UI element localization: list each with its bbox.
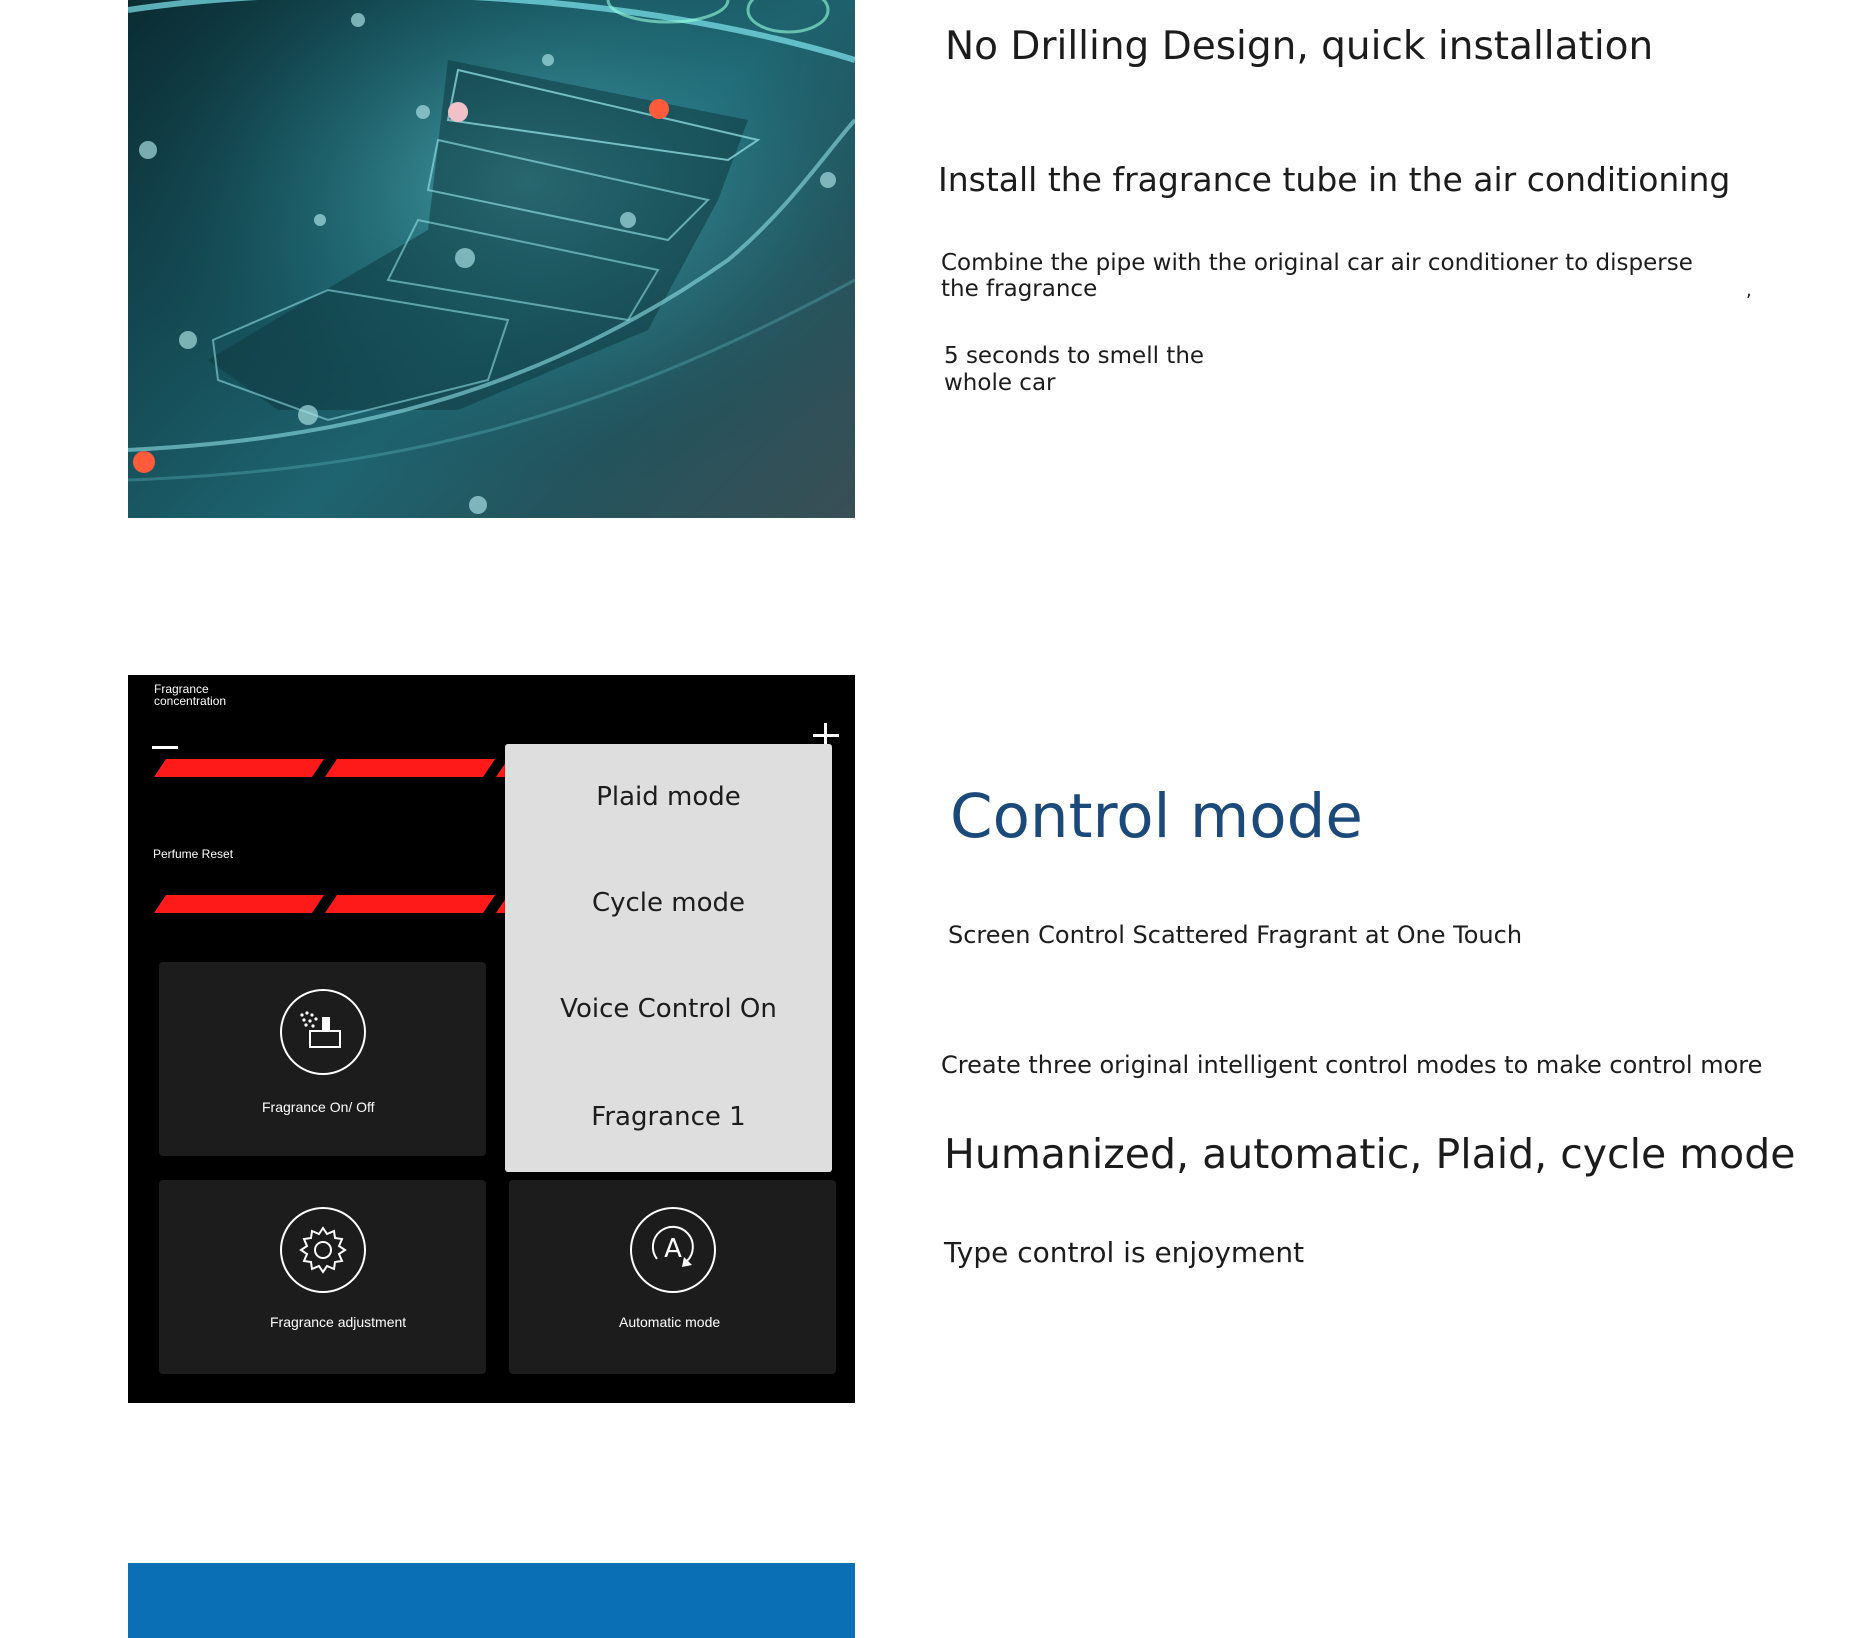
concentration-decrease-button[interactable]	[152, 735, 178, 761]
automatic-mode-label: Automatic mode	[619, 1314, 721, 1330]
combine-paragraph: Combine the pipe with the original car air conditioner to disperse the fragrance	[941, 250, 1693, 302]
automatic-mode-tile[interactable]	[509, 1180, 836, 1374]
perfume-reset-bar[interactable]	[154, 895, 554, 915]
reset-segment	[154, 895, 324, 913]
stray-mark: ,	[1746, 280, 1752, 301]
car-interior-photo	[128, 0, 855, 518]
perfume-reset-label: Perfume Reset	[153, 847, 234, 861]
smell-paragraph: 5 seconds to smell the whole car	[944, 343, 1205, 396]
concentration-label: Fragrance concentration	[154, 682, 227, 708]
auto-mode-icon	[630, 1207, 716, 1293]
fragrance-onoff-label: Fragrance On/ Off	[262, 1099, 375, 1115]
menu-item-cycle-mode[interactable]: Cycle mode	[591, 888, 746, 918]
blue-banner	[128, 1563, 855, 1638]
gear-icon	[280, 1207, 366, 1293]
mode-menu	[505, 744, 832, 1172]
modes-list-heading: Humanized, automatic, Plaid, cycle mode	[944, 1130, 1796, 1178]
fragrance-adjustment-label: Fragrance adjustment	[270, 1314, 407, 1330]
concentration-level-bar[interactable]	[154, 759, 554, 779]
level-segment	[154, 759, 324, 777]
svg-text:A: A	[664, 1234, 682, 1264]
control-mode-heading: Control mode	[950, 781, 1363, 852]
menu-item-voice-control[interactable]: Voice Control On	[560, 994, 777, 1024]
reset-segment	[325, 895, 495, 913]
control-screen-panel	[128, 675, 855, 1403]
fragrance-tube-subheading: Install the fragrance tube in the air conditioning	[938, 160, 1731, 199]
spray-icon	[280, 989, 366, 1075]
fragrance-onoff-tile[interactable]	[159, 962, 486, 1156]
install-heading: No Drilling Design, quick installation	[945, 24, 1654, 69]
car-interior-illustration	[128, 0, 855, 518]
menu-item-plaid-mode[interactable]: Plaid mode	[596, 782, 741, 812]
create-modes-paragraph: Create three original intelligent control modes to make control more	[941, 1051, 1763, 1079]
menu-item-fragrance-1[interactable]: Fragrance 1	[591, 1102, 746, 1132]
level-segment	[325, 759, 495, 777]
screen-control-subheading: Screen Control Scattered Fragrant at One Touch	[948, 921, 1523, 949]
fragrance-adjustment-tile[interactable]	[159, 1180, 486, 1374]
type-control-paragraph: Type control is enjoyment	[944, 1236, 1305, 1269]
